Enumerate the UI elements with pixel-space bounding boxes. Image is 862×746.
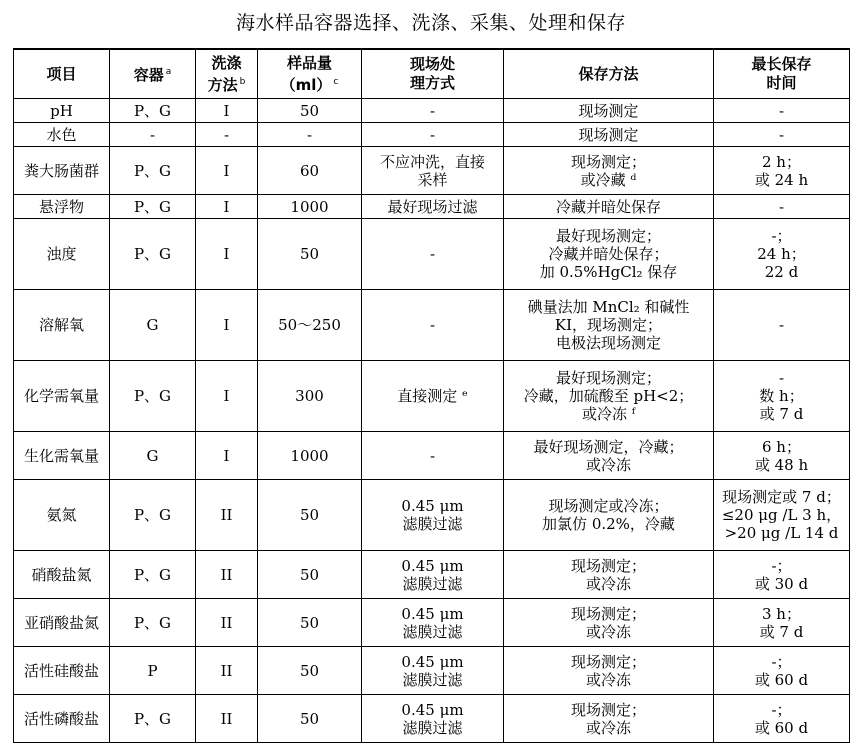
cell-wash: I: [196, 290, 258, 361]
table-row: [14, 123, 850, 147]
cell-wash: II: [196, 695, 258, 743]
cell-line: 或冷冻 ᶠ: [581, 405, 636, 423]
cell-time: [714, 695, 850, 743]
cell-line: -: [778, 316, 785, 334]
cell-preserve: [504, 551, 714, 599]
cell-line: 现场测定或冷冻；: [548, 497, 669, 515]
table-row: [14, 695, 850, 743]
cell-onsite: [362, 147, 504, 195]
header-text: 理方式: [409, 74, 455, 92]
cell-line: 或 60 d: [754, 670, 809, 689]
cell-onsite: [362, 123, 504, 147]
cell-preserve: [504, 361, 714, 432]
table-row: [14, 647, 850, 695]
cell-line: 不应冲洗，直接: [379, 152, 485, 171]
cell-onsite: [362, 432, 504, 480]
cell-item: 粪大肠菌群: [14, 147, 110, 195]
header-onsite: [362, 49, 504, 99]
cell-line: 或 60 d: [754, 718, 809, 737]
cell-container: G: [110, 290, 196, 361]
cell-line: 加氯仿 0.2%，冷藏: [542, 515, 675, 533]
cell-item: 悬浮物: [14, 195, 110, 219]
table-row: [14, 290, 850, 361]
cell-wash: II: [196, 599, 258, 647]
cell-wash: II: [196, 480, 258, 551]
cell-line: 6 h；: [762, 437, 801, 456]
header-text: 保存方法: [578, 64, 639, 83]
header-wash: [196, 49, 258, 99]
cell-onsite: [362, 480, 504, 551]
cell-item: 溶解氧: [14, 290, 110, 361]
cell-volume: 1000: [258, 432, 362, 480]
cell-time: [714, 480, 850, 551]
cell-preserve: [504, 147, 714, 195]
cell-container: P、G: [110, 219, 196, 290]
table-body: [14, 99, 850, 743]
header-text: 容器 $^a$: [133, 66, 172, 84]
cell-line: 最好现场测定；: [555, 227, 661, 245]
cell-line: 或冷冻: [585, 670, 631, 689]
cell-container: P: [110, 647, 196, 695]
cell-volume: 50: [258, 480, 362, 551]
cell-line: 或冷冻: [585, 574, 631, 593]
cell-line: KI，现场测定；: [554, 316, 663, 334]
header-text: （ml） $^c$: [280, 75, 339, 94]
cell-wash: I: [196, 361, 258, 432]
header-volume: [258, 49, 362, 99]
cell-line: -；: [771, 652, 792, 671]
cell-onsite: [362, 195, 504, 219]
cell-time: [714, 432, 850, 480]
cell-volume: 50: [258, 219, 362, 290]
header-item: [14, 49, 110, 99]
sample-preservation-table: [13, 48, 850, 743]
cell-line: 或冷藏 ᵈ: [580, 170, 637, 189]
cell-onsite: [362, 647, 504, 695]
cell-volume: 50: [258, 99, 362, 123]
cell-time: [714, 99, 850, 123]
cell-wash: II: [196, 551, 258, 599]
cell-line: 现场测定；: [570, 152, 646, 171]
cell-wash: I: [196, 432, 258, 480]
cell-line: 或 7 d: [759, 405, 804, 423]
cell-volume: 300: [258, 361, 362, 432]
cell-line: 或冷冻: [585, 455, 631, 474]
cell-line: 冷藏并暗处保存: [555, 197, 661, 216]
header-text: 洗涤: [211, 53, 242, 72]
cell-line: 或 7 d: [759, 622, 804, 641]
cell-volume: 50: [258, 599, 362, 647]
cell-line: 采样: [417, 170, 448, 189]
cell-item: 硝酸盐氮: [14, 551, 110, 599]
cell-line: 电极法现场测定: [555, 334, 661, 352]
header-preserve: [504, 49, 714, 99]
cell-onsite: [362, 361, 504, 432]
table-row: [14, 551, 850, 599]
cell-container: P、G: [110, 195, 196, 219]
cell-wash: I: [196, 195, 258, 219]
cell-volume: 60: [258, 147, 362, 195]
cell-time: [714, 290, 850, 361]
cell-line: ≤20 μg /L 3 h，: [721, 506, 842, 524]
cell-line: 加 0.5%HgCl₂ 保存: [539, 263, 678, 281]
cell-volume: -: [258, 123, 362, 147]
cell-line: 或 30 d: [754, 574, 809, 593]
table-row: [14, 219, 850, 290]
cell-container: P、G: [110, 361, 196, 432]
cell-line: -: [429, 125, 436, 144]
cell-line: 直接测定 ᵉ: [397, 387, 468, 405]
cell-line: 最好现场测定，冷藏；: [533, 437, 684, 456]
cell-item: 水色: [14, 123, 110, 147]
cell-container: P、G: [110, 147, 196, 195]
cell-container: P、G: [110, 480, 196, 551]
cell-onsite: [362, 290, 504, 361]
cell-volume: 1000: [258, 195, 362, 219]
cell-line: 滤膜过滤: [402, 515, 463, 533]
cell-volume: 50: [258, 551, 362, 599]
cell-container: -: [110, 123, 196, 147]
cell-wash: I: [196, 219, 258, 290]
cell-line: 现场测定；: [570, 604, 646, 623]
cell-line: 最好现场过滤: [387, 197, 478, 216]
header-text: 最长保存: [751, 55, 812, 73]
cell-line: -: [778, 101, 785, 120]
cell-container: P、G: [110, 99, 196, 123]
cell-line: 现场测定或 7 d；: [722, 488, 841, 506]
cell-line: 现场测定；: [570, 700, 646, 719]
cell-preserve: [504, 195, 714, 219]
header-text: 项目: [46, 64, 77, 83]
cell-preserve: [504, 123, 714, 147]
cell-time: [714, 551, 850, 599]
header-row: [14, 49, 850, 99]
cell-line: 碘量法加 MnCl₂ 和碱性: [527, 298, 690, 316]
cell-item: 氨氮: [14, 480, 110, 551]
cell-item: 生化需氧量: [14, 432, 110, 480]
cell-volume: 50～250: [258, 290, 362, 361]
header-text: 现场处: [409, 55, 455, 73]
cell-line: 滤膜过滤: [402, 622, 463, 641]
cell-line: 冷藏，加硫酸至 pH<2；: [523, 387, 694, 405]
cell-line: 2 h；: [762, 152, 801, 171]
cell-line: 滤膜过滤: [402, 718, 463, 737]
cell-line: 3 h；: [762, 604, 801, 623]
footnote-marker: c: [333, 76, 339, 87]
cell-onsite: [362, 219, 504, 290]
footnote-marker: b: [239, 76, 246, 87]
cell-preserve: [504, 647, 714, 695]
cell-onsite: [362, 695, 504, 743]
cell-line: -: [429, 446, 436, 465]
cell-line: -；: [771, 227, 792, 245]
cell-line: -: [429, 316, 436, 334]
header-text: 方法 $^b$: [207, 75, 246, 94]
cell-item: 活性磷酸盐: [14, 695, 110, 743]
cell-volume: 50: [258, 647, 362, 695]
cell-line: 0.45 μm: [401, 497, 464, 515]
cell-line: 或 48 h: [754, 455, 809, 474]
cell-item: pH: [14, 99, 110, 123]
cell-onsite: [362, 99, 504, 123]
cell-line: 现场测定；: [570, 652, 646, 671]
cell-line: 0.45 μm: [401, 604, 464, 623]
cell-container: P、G: [110, 599, 196, 647]
cell-preserve: [504, 695, 714, 743]
cell-item: 浊度: [14, 219, 110, 290]
header-text: 时间: [766, 74, 797, 92]
cell-line: 现场测定；: [570, 556, 646, 575]
cell-time: [714, 123, 850, 147]
cell-line: 滤膜过滤: [402, 670, 463, 689]
cell-preserve: [504, 219, 714, 290]
cell-wash: -: [196, 123, 258, 147]
cell-time: [714, 219, 850, 290]
cell-onsite: [362, 551, 504, 599]
header-text: 样品量: [286, 53, 332, 72]
cell-container: P、G: [110, 695, 196, 743]
cell-line: 或冷冻: [585, 622, 631, 641]
cell-line: -；: [771, 700, 792, 719]
cell-item: 活性硅酸盐: [14, 647, 110, 695]
table-row: [14, 99, 850, 123]
cell-wash: II: [196, 647, 258, 695]
cell-wash: I: [196, 99, 258, 123]
cell-line: 0.45 μm: [401, 652, 464, 671]
cell-onsite: [362, 599, 504, 647]
footnote-marker: a: [165, 67, 172, 77]
cell-preserve: [504, 290, 714, 361]
cell-line: -；: [771, 556, 792, 575]
cell-line: -: [429, 101, 436, 120]
cell-line: 现场测定: [578, 125, 639, 144]
cell-time: [714, 147, 850, 195]
table-row: [14, 599, 850, 647]
table-row: [14, 432, 850, 480]
cell-time: [714, 599, 850, 647]
table-row: [14, 480, 850, 551]
cell-line: 冷藏并暗处保存；: [548, 245, 669, 263]
cell-line: -: [778, 197, 785, 216]
cell-line: -: [778, 369, 785, 387]
cell-line: 或 24 h: [754, 170, 809, 189]
cell-line: 现场测定: [578, 101, 639, 120]
header-time: [714, 49, 850, 99]
cell-container: P、G: [110, 551, 196, 599]
header-container: [110, 49, 196, 99]
cell-time: [714, 361, 850, 432]
cell-line: 最好现场测定；: [555, 369, 661, 387]
cell-time: [714, 195, 850, 219]
table-row: [14, 147, 850, 195]
cell-line: 或冷冻: [585, 718, 631, 737]
cell-item: 亚硝酸盐氮: [14, 599, 110, 647]
cell-item: 化学需氧量: [14, 361, 110, 432]
cell-line: -: [778, 125, 785, 144]
cell-line: 22 d: [764, 263, 799, 281]
cell-line: 0.45 μm: [401, 556, 464, 575]
cell-line: 滤膜过滤: [402, 574, 463, 593]
cell-line: 24 h；: [757, 245, 806, 263]
cell-preserve: [504, 99, 714, 123]
cell-wash: I: [196, 147, 258, 195]
cell-line: 数 h；: [759, 387, 804, 405]
table-title: 海水样品容器选择、洗涤、采集、处理和保存: [235, 12, 626, 34]
table-row: [14, 195, 850, 219]
cell-container: G: [110, 432, 196, 480]
cell-line: 0.45 μm: [401, 700, 464, 719]
table-row: [14, 361, 850, 432]
cell-preserve: [504, 599, 714, 647]
cell-line: >20 μg /L 14 d: [724, 524, 839, 542]
cell-time: [714, 647, 850, 695]
cell-preserve: [504, 480, 714, 551]
cell-preserve: [504, 432, 714, 480]
cell-volume: 50: [258, 695, 362, 743]
cell-line: -: [429, 245, 436, 263]
